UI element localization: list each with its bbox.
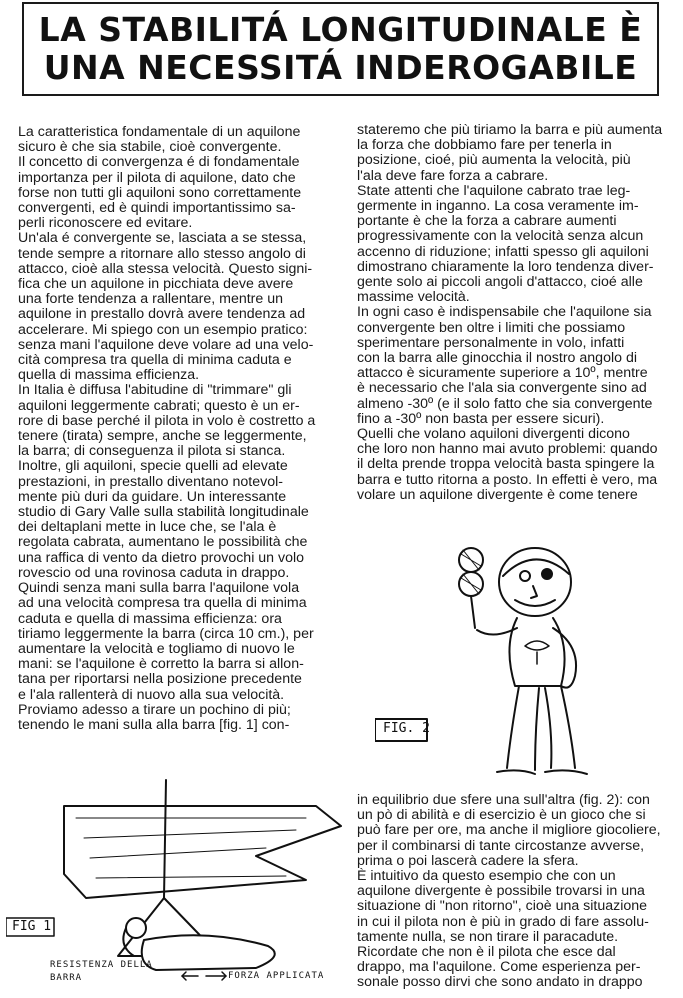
title-line-1: LA STABILITÁ LONGITUDINALE È (38, 10, 643, 49)
text-line: almeno -30º (e il solo fatto che sia convergente (357, 395, 653, 412)
text-line: tamente nulla, se non tirare il paracadute. (357, 928, 619, 945)
text-line: accenno di riduzione; infatti spesso gli aquiloni (357, 243, 649, 260)
text-line: Proviamo adesso a tirare un pochino di più; (18, 701, 291, 718)
fig2-label: FIG. 2 (383, 721, 430, 736)
text-line: tiriamo leggermente la barra (circa 10 cm.), per (18, 625, 314, 642)
juggler-drawing-icon (375, 536, 645, 781)
text-line: che loro non hanno mai avuto problemi: quando (357, 441, 658, 458)
text-line: attacco, cioè alla stessa velocità. Questo signi- (18, 260, 313, 277)
text-line: Inoltre, gli aquiloni, specie quelli ad elevate (18, 458, 288, 475)
text-line: progressivamente con la velocità senza alcun (357, 228, 644, 245)
text-line: dimostrano chiaramente la loro tendenza diver- (357, 258, 654, 275)
text-line: rovescio od una rovinosa caduta in drappo. (18, 564, 290, 581)
text-line: regolata cabrata, aumentano le possibilità che (18, 534, 308, 551)
text-line: rore di base perché il pilota in volo è costretto a (18, 412, 316, 429)
text-line: cità compresa tra quella di minima caduta e (18, 352, 292, 369)
text-line: per il combinarsi di tante circostanze avverse, (357, 837, 645, 854)
text-line: In Italia è diffusa l'abitudine di "trimmare" gli (18, 382, 292, 399)
text-line: quella di massima efficienza. (18, 367, 200, 384)
text-line: Quindi senza mani sulla barra l'aquilone vola (18, 580, 300, 597)
text-line: Ricordate che non è il pilota che esce dal (357, 944, 616, 961)
text-line: è necessario che l'ala sia convergente sino ad (357, 380, 647, 397)
text-line: tenendo le mani sulla alla barra [fig. 1] con- (18, 716, 290, 733)
text-line: sperimentare personalmente in volo, infatti (357, 334, 625, 351)
text-line: sicuro è che sia stabile, cioè convergente. (18, 139, 282, 156)
text-line: aquilone in prestallo dovrà avere tendenza ad (18, 306, 306, 323)
text-line: perli riconoscere ed evitare. (18, 215, 193, 232)
text-line: tana per riportarsi nella posizione precedente (18, 671, 302, 688)
fig1-caption-force: FORZA APPLICATA (228, 971, 325, 981)
text-line: l'ala deve fare forza a cabrare. (357, 167, 549, 184)
text-line: Quelli che volano aquiloni divergenti dicono (357, 426, 630, 443)
text-line: Il concetto di convergenza é di fondamentale (18, 154, 300, 171)
text-line: massime velocità. (357, 289, 470, 306)
text-line: È intuitivo da questo esempio che con un (357, 868, 616, 885)
text-line: aquilone divergente è possibile trovarsi in una (357, 883, 645, 900)
text-line: e l'ala rallenterà di nuovo alla sua velocità. (18, 686, 285, 703)
text-line: drappo, ma l'aquilone. Come esperienza per- (357, 959, 641, 976)
text-line: Un'ala é convergente se, lasciata a se stessa, (18, 230, 307, 247)
text-line: situazione di "non ritorno", cioè una situazione (357, 898, 648, 915)
text-line: in equilibrio due sfere una sull'altra (fig. 2): con (357, 792, 650, 808)
title-line-2: UNA NECESSITÁ INDEROGABILE (43, 48, 638, 87)
text-line: germente in inganno. La cosa veramente im- (357, 198, 639, 215)
text-line: attacco è sicuramente superiore a 10º, mentre (357, 365, 648, 382)
text-line: posizione, cioé, più aumenta la velocità, più (357, 152, 631, 169)
text-line: la forza che dobbiamo fare per tenerla in (357, 137, 612, 154)
text-line: il delta prende troppa velocità basta spingere la (357, 456, 655, 473)
text-line: con la barra alle ginocchia il nostro angolo di (357, 350, 637, 367)
text-line: gente solo ai piccoli angoli d'attacco, cioé alle (357, 274, 643, 291)
text-line: un pò di abilità e di esercizio è un gioco che si (357, 807, 646, 824)
text-line: tende sempre a ritornare allo stesso angolo di (18, 245, 306, 262)
text-line: stateremo che più tiriamo la barra e più aumenta (357, 122, 663, 138)
text-line: convergente ben oltre i limiti che possiamo (357, 319, 626, 336)
text-line: volare un aquilone divergente è come tenere (357, 486, 638, 503)
text-line: mani: se l'aquilone è corretto la barra si allon- (18, 656, 304, 673)
text-line: una raffica di vento da dietro provochi un volo (18, 549, 305, 566)
right-column-text-bottom (357, 793, 661, 991)
text-line: State attenti che l'aquilone cabrato trae leg- (357, 182, 631, 199)
text-line: in cui il pilota non è più in grado di fare assolu- (357, 913, 649, 930)
text-line: caduta e quella di massima efficienza: ora (18, 610, 282, 627)
text-line: In ogni caso è indispensabile che l'aquilone sia (357, 304, 652, 321)
text-line: senza mani l'aquilone deve volare ad una velo- (18, 336, 314, 353)
text-line: aquiloni leggermente cabrati; questo è un er- (18, 397, 300, 414)
fig1-caption-resistance-1: RESISTENZA DELLA (50, 960, 153, 970)
text-line: dei deltaplani mette in luce che, se l'ala è (18, 519, 277, 536)
text-line: ad una velocità compresa tra quella di minima (18, 595, 307, 612)
text-line: la barra; di conseguenza il pilota si stanca. (18, 443, 286, 460)
text-line: studio di Gary Valle sulla stabilità longitudinale (18, 504, 309, 521)
text-line: aumentare la velocità e togliamo di nuovo le (18, 640, 295, 657)
figure-1 (6, 778, 346, 993)
text-line: convergenti, ed è quindi importantissimo sa- (18, 200, 296, 217)
left-column-text (18, 125, 315, 733)
text-line: una forte tendenza a rallentare, mentre un (18, 291, 284, 308)
text-line: fino a -30º non basta per essere sicuri). (357, 410, 605, 427)
text-line: La caratteristica fondamentale di un aquilone (18, 124, 301, 140)
right-column-text-top (357, 123, 662, 503)
text-line: importanza per il pilota di aquilone, dato che (18, 169, 296, 186)
article-title-box (22, 2, 659, 96)
figure-2 (375, 536, 645, 781)
fig1-label: FIG 1 (12, 919, 52, 934)
text-line: forse non tutti gli aquiloni sono correttamente (18, 184, 302, 201)
text-line: fica che un aquilone in picchiata deve avere (18, 276, 294, 293)
text-line: mente più duri da guidare. Un interessante (18, 488, 287, 505)
text-line: portante è che la forza a cabrare aumenti (357, 213, 617, 230)
text-line: sonale posso dirvi che sono andato in drappo (357, 974, 643, 991)
text-line: accelerare. Mi spiego con un esempio pratico: (18, 321, 308, 338)
text-line: tenere (tirata) sempre, anche se leggermente, (18, 428, 307, 445)
text-line: prestazioni, in prestallo diventano notevol- (18, 473, 283, 490)
fig1-caption-resistance-2: BARRA (50, 973, 83, 983)
text-line: può fare per ore, ma anche il migliore giocoliere, (357, 822, 661, 839)
text-line: prima o poi lascerà cadere la sfera. (357, 852, 579, 869)
text-line: barra e tutto ritorna a posto. In effetti è vero, ma (357, 471, 658, 488)
